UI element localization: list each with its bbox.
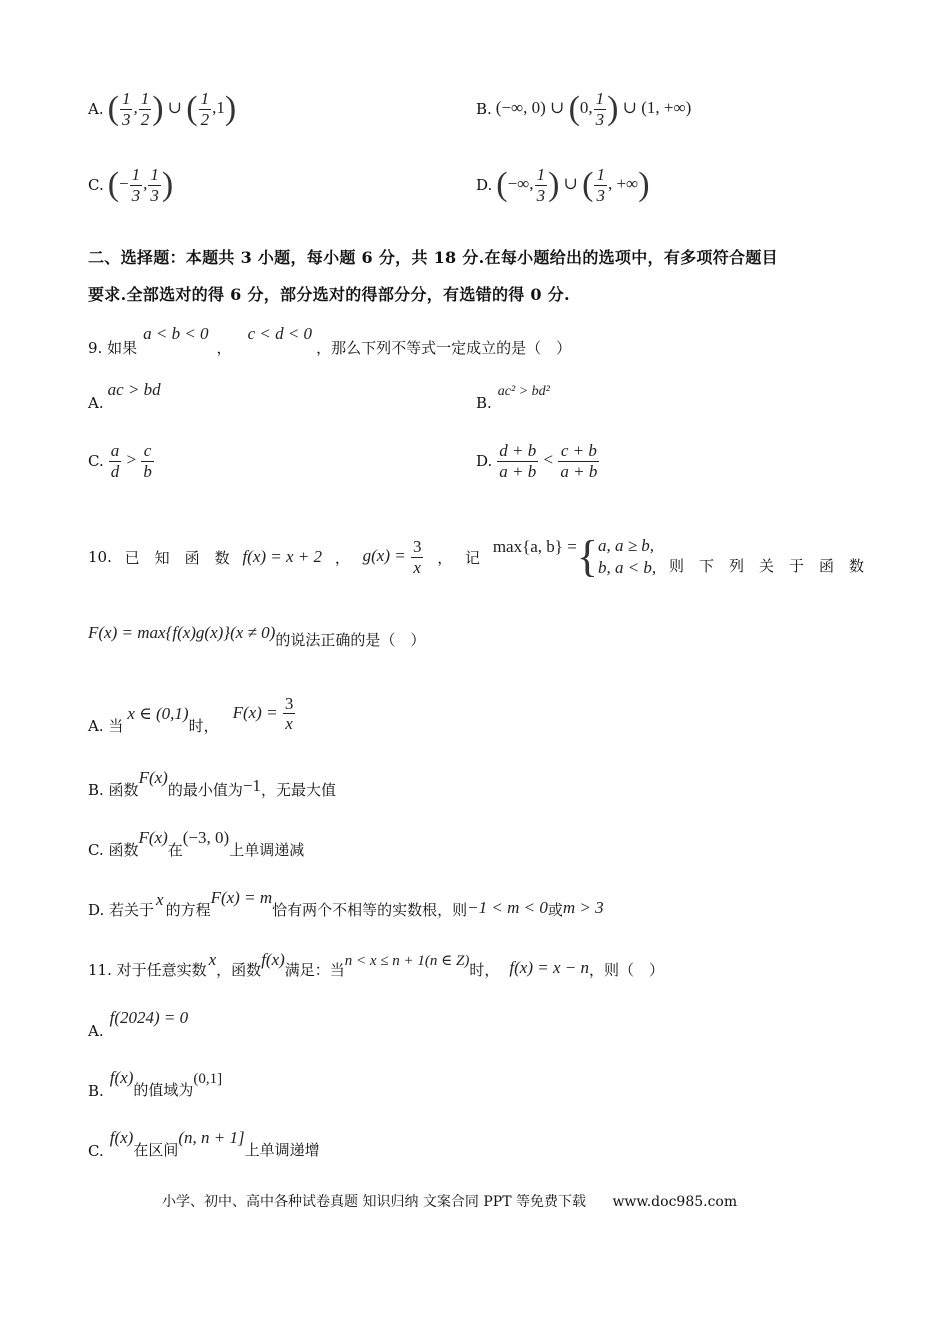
q10-option-d	[88, 886, 604, 920]
cup-symbol: ∪	[550, 97, 565, 117]
q8-option-c: C. (− $\frac{1}{3}$ , $\frac{1}{3}$ )	[88, 164, 174, 205]
f-expression: f(x)	[109, 1068, 134, 1087]
q11-stem	[88, 946, 664, 980]
q10-option-a	[88, 680, 296, 736]
interval-head: −∞,	[507, 173, 534, 193]
q10-text-2: 记	[465, 548, 481, 567]
interval-tail: , +∞	[607, 173, 639, 193]
F-expression: F(x)	[138, 768, 168, 787]
g-lhs: g(x) =	[362, 545, 406, 565]
frac-num: 1	[140, 88, 150, 108]
q10-stem-line2	[88, 622, 425, 656]
max-lhs: max{a, b} =	[492, 537, 577, 556]
equation: F(x) = m	[210, 888, 273, 907]
frac-num: 1	[595, 88, 605, 108]
question-number: 10.	[88, 548, 112, 566]
frac-den: x	[285, 714, 293, 734]
frac-den: a + b	[560, 461, 598, 481]
q11-option-b	[88, 1066, 222, 1100]
option-text: 上单调递增	[244, 1141, 320, 1159]
option-text: 的值域为	[133, 1081, 194, 1099]
section-heading-line2: 要求.全部选对的得 6 分，部分选对的得部分分，有选错的得 0 分.	[88, 285, 570, 304]
q10-stem-line1: 10. 已 知 函 数 f(x) = x + 2 ， g(x) = $\frac{3}{x}$ ， 记 max{a, b} = { a, a ≥ b, b, a < b, 则 下 列 关 于 函 数	[88, 532, 864, 581]
q9-condition-1: a < b < 0	[143, 324, 209, 343]
frac-num: 3	[284, 693, 294, 713]
frac-den: 2	[140, 109, 150, 129]
q10-comma-1: ，	[334, 548, 350, 567]
q9-option-a	[88, 378, 161, 412]
frac-den: 3	[121, 109, 131, 129]
option-text: 在	[167, 841, 183, 859]
interval: (1, +∞)	[641, 97, 692, 117]
range-1: −1 < m < 0	[467, 898, 548, 917]
variable-x: x	[156, 890, 164, 909]
comparison-op: <	[543, 449, 554, 469]
q9-comma: ，	[216, 339, 232, 357]
q11-text-4: 时，	[469, 961, 500, 979]
option-label: C.	[88, 176, 104, 194]
interval-tail: ,1	[212, 97, 225, 117]
frac-num: 1	[200, 88, 210, 108]
q10-text-1: 已 知 函 数	[124, 548, 230, 567]
q9-suffix: ，那么下列不等式一定成立的是（ ）	[316, 339, 572, 357]
q8-option-d: D. (−∞, $\frac{1}{3}$ ) ∪ ( $\frac{1}{3}$ , +∞)	[476, 164, 650, 205]
option-label: A.	[88, 394, 104, 412]
q10-text-4: 的说法正确的是（ ）	[275, 630, 426, 649]
frac-den: x	[413, 557, 421, 577]
option-label: A.	[88, 100, 104, 118]
q9-option-c	[88, 436, 155, 486]
frac-den: 3	[150, 185, 159, 205]
frac-den: 3	[595, 109, 605, 129]
value-range: (0,1]	[193, 1071, 223, 1087]
q11-text-3: 满足：当	[284, 961, 345, 979]
q9-condition-2: c < d < 0	[247, 324, 313, 343]
option-label: B.	[88, 1082, 104, 1100]
frac-num: 1	[121, 88, 131, 108]
q10-option-b	[88, 766, 336, 800]
option-label: D.	[476, 452, 493, 470]
case-1: a, a ≥ b,	[597, 535, 655, 555]
option-label: C.	[88, 1142, 104, 1160]
frac-num: 1	[536, 164, 546, 184]
q10-a-condition: x ∈ (0,1)	[127, 704, 189, 723]
frac-num: 1	[596, 164, 605, 184]
option-label: B.	[476, 394, 492, 412]
section-heading-line1: 二、选择题：本题共 3 小题，每小题 6 分，共 18 分.在每小题给出的选项中，有多项符合题目	[88, 248, 778, 267]
frac-num: 1	[131, 164, 141, 184]
interval: (n, n + 1]	[178, 1128, 245, 1147]
option-label: C.	[88, 452, 104, 470]
frac-den: 3	[536, 185, 546, 205]
interval-head: 0,	[579, 97, 593, 117]
q11-condition: n < x ≤ n + 1(n ∈ Z)	[344, 953, 470, 969]
frac-num: c	[141, 441, 154, 462]
frac-num: c + b	[558, 441, 599, 462]
option-text: C. 函数	[88, 841, 139, 859]
variable-x: x	[208, 950, 217, 969]
page-footer	[162, 1191, 737, 1211]
F-lhs: F(x) =	[232, 702, 278, 722]
minus-sign: −	[119, 173, 129, 193]
comparison-op: >	[126, 449, 137, 469]
option-text: 的方程	[165, 901, 211, 919]
q9-stem	[88, 318, 571, 358]
q8-option-a: A. ( $\frac{1}{3}$ , $\frac{1}{2}$ ) ∪ ( $\frac{1}{2}$ ,1)	[88, 88, 237, 129]
cup-symbol: ∪	[622, 97, 637, 117]
option-label: A.	[88, 1022, 104, 1040]
option-text: 恰有两个不相等的实数根，则	[272, 901, 468, 919]
q11-text-1: 11. 对于任意实数	[88, 961, 207, 979]
option-text: B. 函数	[88, 781, 139, 799]
frac-den: 3	[596, 185, 605, 205]
min-value: −1	[242, 776, 261, 795]
q10-option-c	[88, 826, 304, 860]
q10-comma-2: ，	[437, 548, 453, 567]
q10-text-3: 则 下 列 关 于 函 数	[668, 556, 864, 575]
f-expression: f(x)	[261, 950, 285, 969]
f-expression: f(x)	[109, 1128, 134, 1147]
q8-option-b: B. (−∞, 0) ∪ (0, $\frac{1}{3}$ ) ∪ (1, +∞)	[476, 88, 692, 129]
f-definition: f(x) = x + 2	[242, 547, 323, 566]
option-text: D. 若关于	[88, 901, 155, 919]
F-expression: F(x)	[138, 828, 168, 847]
frac-den: b	[143, 461, 152, 481]
frac-den: 2	[200, 109, 210, 129]
option-text: 在区间	[133, 1141, 179, 1159]
option-label: A. 当	[88, 717, 124, 735]
frac-num: 3	[412, 536, 422, 556]
frac-den: d	[110, 461, 120, 481]
q11-equation: f(x) = x − n	[509, 958, 589, 977]
case-2: b, a < b,	[597, 558, 657, 577]
frac-den: 3	[131, 185, 141, 205]
frac-num: d + b	[499, 440, 537, 460]
frac-num: 1	[150, 164, 159, 184]
q9-prefix: 9. 如果	[88, 339, 138, 357]
range-2: m > 3	[562, 898, 604, 917]
interval: (−3, 0)	[182, 828, 230, 847]
frac-den: a + b	[499, 461, 537, 481]
option-text: 或	[547, 901, 563, 919]
q11-text-2: ，函数	[216, 961, 262, 979]
q10-a-mid: 时，	[188, 717, 219, 735]
q11-text-5: ，则（ ）	[588, 961, 664, 979]
q9-b-expression: ac² > bd²	[497, 384, 550, 399]
q11-option-a	[88, 1006, 188, 1040]
option-text: ，无最大值	[260, 781, 336, 799]
footer-url[interactable]: www.doc985.com	[612, 1194, 738, 1210]
interval: (−∞, 0)	[495, 97, 546, 117]
cup-symbol: ∪	[563, 173, 578, 193]
q11-a-expression: f(2024) = 0	[109, 1008, 189, 1027]
option-label: D.	[476, 176, 493, 194]
option-text: 的最小值为	[167, 781, 243, 799]
option-text: 上单调递减	[229, 841, 305, 859]
q9-option-d	[476, 436, 600, 486]
frac-num: a	[110, 440, 120, 460]
option-label: B.	[476, 100, 492, 118]
F-definition: F(x) = max{f(x)g(x)}(x ≠ 0)	[88, 623, 276, 642]
cup-symbol: ∪	[167, 97, 183, 117]
q9-option-b	[476, 378, 550, 412]
q11-option-c	[88, 1126, 320, 1160]
footer-text: 小学、初中、高中各种试卷真题 知识归纳 文案合同 PPT 等免费下载	[162, 1194, 586, 1210]
q9-a-expression: ac > bd	[107, 380, 161, 399]
